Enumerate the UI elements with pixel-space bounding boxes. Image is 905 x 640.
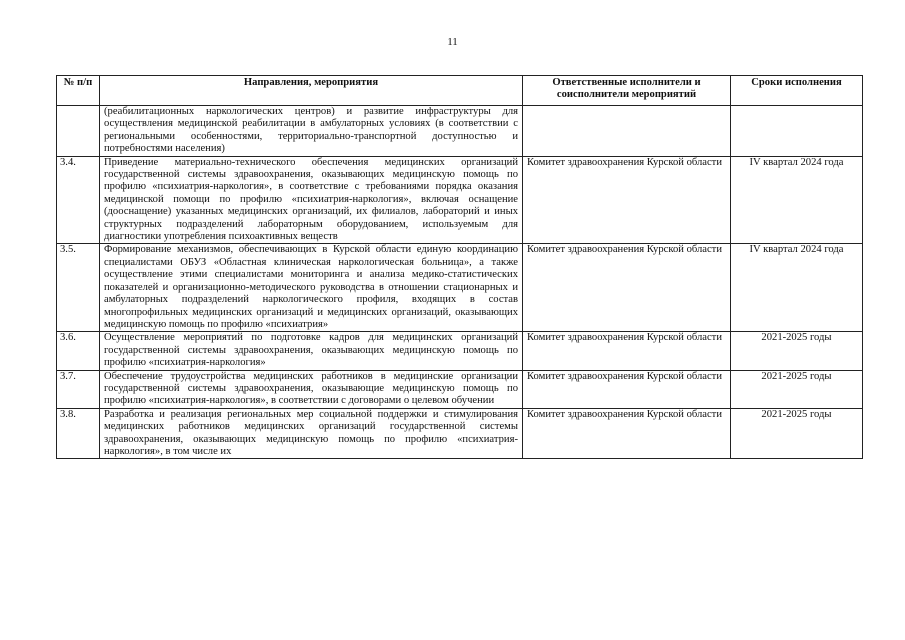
table-header-row: [57, 76, 863, 106]
row-responsible: [523, 106, 731, 157]
row-num: [57, 106, 100, 157]
row-text: Разработка и реализация региональных мер социальной поддержки и стимулирования медицинских работников медицинских организаций государственной системы здравоохранения, оказывающих медицинскую помощь по профилю «психиатрия-наркология», в том числе их: [100, 408, 523, 459]
table-row: [57, 332, 863, 370]
row-text: (реабилитационных наркологических центров) и развитие инфраструктуры для осуществления медицинской реабилитации в амбулаторных условиях (в соответствии с региональными особенностями, территориально-транспортной доступностью и потребностями населения): [100, 106, 523, 157]
row-num: 3.6.: [57, 332, 100, 370]
activities-table: [56, 75, 863, 459]
row-deadline: 2021-2025 годы: [731, 332, 863, 370]
header-num: № п/п: [57, 76, 100, 106]
row-deadline: IV квартал 2024 года: [731, 244, 863, 332]
table-row: [57, 156, 863, 244]
page-number: 11: [447, 36, 458, 48]
row-deadline: [731, 106, 863, 157]
row-responsible: Комитет здравоохранения Курской области: [523, 244, 731, 332]
row-responsible: Комитет здравоохранения Курской области: [523, 370, 731, 408]
row-responsible: Комитет здравоохранения Курской области: [523, 332, 731, 370]
table-row: [57, 370, 863, 408]
row-num: 3.7.: [57, 370, 100, 408]
row-text: Осуществление мероприятий по подготовке кадров для медицинских организаций государственной системы здравоохранения, оказывающих медицинскую помощь по профилю «психиатрия-наркология»: [100, 332, 523, 370]
table-row: [57, 408, 863, 459]
header-deadline: Сроки исполнения: [731, 76, 863, 106]
table-row: [57, 106, 863, 157]
row-num: 3.4.: [57, 156, 100, 244]
row-responsible: Комитет здравоохранения Курской области: [523, 408, 731, 459]
row-deadline: 2021-2025 годы: [731, 370, 863, 408]
row-deadline: IV квартал 2024 года: [731, 156, 863, 244]
row-text: Формирование механизмов, обеспечивающих в Курской области единую координацию специалистами ОБУЗ «Областная клиническая наркологическая больница», а также осуществление этими специалистами мониторинга и анализа медико-статистических показателей и организационно-методического руководства в отношении стационарных и амбулаторных подразделений наркологического профиля, входящих в состав многопрофильных медицинских организаций и медицинских организаций, оказывающих медицинскую помощь по профилю «психиатрия»: [100, 244, 523, 332]
row-text: Приведение материально-технического обеспечения медицинских организаций государственной системы здравоохранения, оказывающих медицинскую помощь по профилю «психиатрия-наркология», в соответствие с требованиями порядка оказания медицинской помощи по профилю «психиатрия-наркология», включая оснащение (дооснащение) указанных медицинских организаций, их филиалов, лабораторий и иных структурных подразделений лабораторным оборудованием, используемым для диагностики употребления психоактивных веществ: [100, 156, 523, 244]
header-action: Направления, мероприятия: [100, 76, 523, 106]
row-text: Обеспечение трудоустройства медицинских работников в медицинские организации государственной системы здравоохранения, оказывающие медицинскую помощь по профилю «психиатрия-наркология», в соответствии с договорами о целевом обучении: [100, 370, 523, 408]
row-num: 3.5.: [57, 244, 100, 332]
row-num: 3.8.: [57, 408, 100, 459]
row-responsible: Комитет здравоохранения Курской области: [523, 156, 731, 244]
row-deadline: 2021-2025 годы: [731, 408, 863, 459]
header-responsible: Ответственные исполнители и соисполнители мероприятий: [523, 76, 731, 106]
table-row: [57, 244, 863, 332]
